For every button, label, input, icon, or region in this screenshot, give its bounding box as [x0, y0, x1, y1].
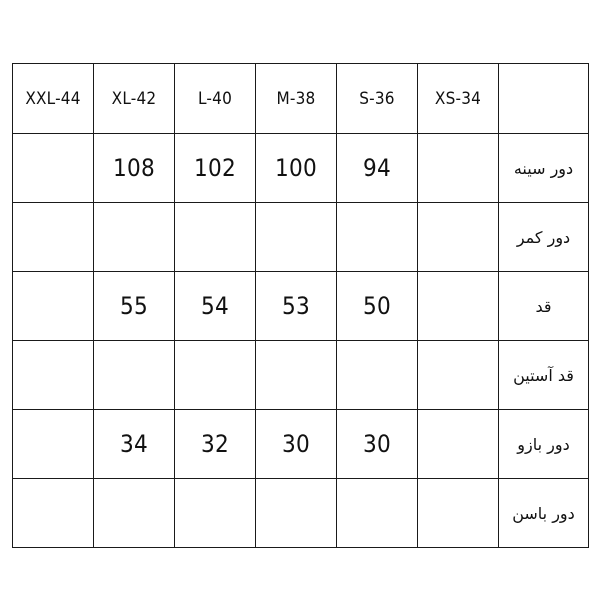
table-cell	[418, 341, 499, 410]
size-header-xxl-44: XXL-44	[13, 64, 94, 134]
size-header-m-38: M-38	[256, 64, 337, 134]
row-label-arm: دور بازو	[499, 410, 589, 479]
table-row-length	[13, 272, 589, 341]
table-cell	[418, 203, 499, 272]
table-cell	[418, 272, 499, 341]
size-header-xs-34: XS-34	[418, 64, 499, 134]
table-cell	[337, 341, 418, 410]
table-cell	[337, 203, 418, 272]
table-row-chest	[13, 134, 589, 203]
table-cell	[94, 203, 175, 272]
table-cell	[175, 341, 256, 410]
table-cell	[418, 479, 499, 548]
table-cell	[13, 479, 94, 548]
table-cell	[337, 479, 418, 548]
table-cell: 100	[256, 134, 337, 203]
table-row-arm	[13, 410, 589, 479]
table-cell	[13, 341, 94, 410]
row-label-waist: دور کمر	[499, 203, 589, 272]
table-cell	[13, 410, 94, 479]
table-cell	[175, 203, 256, 272]
row-label-length: قد	[499, 272, 589, 341]
size-header-xl-42: XL-42	[94, 64, 175, 134]
table-cell	[175, 479, 256, 548]
table-cell	[256, 341, 337, 410]
size-header-corner	[499, 64, 589, 134]
table-cell: 54	[175, 272, 256, 341]
table-cell: 108	[94, 134, 175, 203]
size-header-row	[13, 64, 589, 134]
table-cell	[94, 479, 175, 548]
table-cell: 94	[337, 134, 418, 203]
table-cell	[256, 479, 337, 548]
size-chart-table	[12, 63, 589, 548]
table-row-hip	[13, 479, 589, 548]
table-cell	[418, 410, 499, 479]
size-header-s-36: S-36	[337, 64, 418, 134]
size-header-l-40: L-40	[175, 64, 256, 134]
table-cell	[256, 203, 337, 272]
table-cell: 32	[175, 410, 256, 479]
table-cell: 50	[337, 272, 418, 341]
table-cell: 30	[337, 410, 418, 479]
table-cell: 30	[256, 410, 337, 479]
table-cell	[418, 134, 499, 203]
row-label-hip: دور باسن	[499, 479, 589, 548]
row-label-sleeve-length: قد آستین	[499, 341, 589, 410]
table-cell	[13, 203, 94, 272]
table-cell: 102	[175, 134, 256, 203]
row-label-chest: دور سینه	[499, 134, 589, 203]
table-cell: 55	[94, 272, 175, 341]
table-cell	[13, 272, 94, 341]
table-cell	[13, 134, 94, 203]
table-row-waist	[13, 203, 589, 272]
table-cell: 53	[256, 272, 337, 341]
table-cell	[94, 341, 175, 410]
table-row-sleeve-length	[13, 341, 589, 410]
table-cell: 34	[94, 410, 175, 479]
